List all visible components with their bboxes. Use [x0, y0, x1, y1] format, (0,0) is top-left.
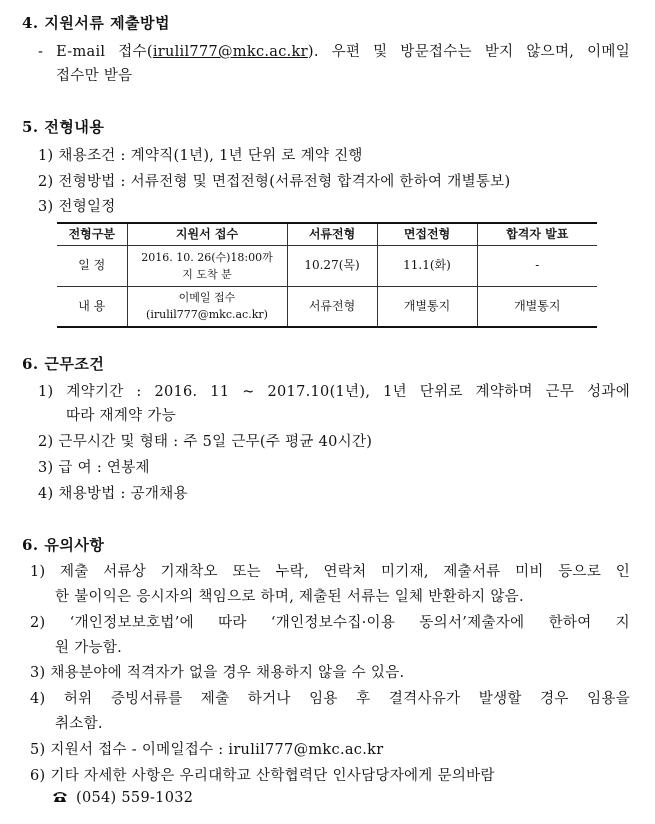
- section-6b-item-3: 3) 채용분야에 적격자가 없을 경우 채용하지 않을 수 있음.: [30, 665, 405, 681]
- section-6a-item-1-line-2: 따라 재계약 가능: [66, 408, 176, 424]
- receipt-line-2: (irulil777@mkc.ac.kr): [146, 308, 268, 322]
- header-cell: 지원서 접수: [127, 223, 287, 245]
- receipt-line-1: 2016. 10. 26(수)18:00까: [141, 250, 273, 264]
- section-6b-item-5: 5) 지원서 접수 - 이메일접수 : irulil777@mkc.ac.kr: [30, 742, 384, 758]
- section-6a-item-3: 3) 급 여 : 연봉제: [38, 460, 150, 476]
- interview-cell: 11.1(화): [377, 245, 477, 286]
- table-row: [57, 286, 597, 327]
- section-5-item-3: 3) 전형일정: [38, 199, 116, 215]
- section-6b-item-1-line-2: 한 불이익은 응시자의 책임으로 하며, 제출된 서류는 일체 반환하지 않음.: [55, 589, 524, 605]
- section-6b-item-1-line-1: 1) 제출 서류상 기재착오 또는 누락, 연락처 미기재, 제출서류 미비 등으로 인: [30, 564, 630, 580]
- header-cell: 서류전형: [287, 223, 377, 245]
- announcement-cell: 개별통지: [477, 286, 597, 327]
- section-5-heading: 5. 전형내용: [22, 118, 105, 136]
- email-link[interactable]: irulil777@mkc.ac.kr: [152, 44, 308, 60]
- section-6a-item-2: 2) 근무시간 및 형태 : 주 5일 근무(주 평균 40시간): [38, 434, 373, 450]
- header-cell: 전형구분: [68, 226, 115, 241]
- section-6b-item-2-line-1: 2) ‘개인정보보호법’에 따라 ‘개인정보수집·이용 동의서’제출자에 한하여 지: [30, 615, 630, 631]
- section-4-heading: 4. 지원서류 제출방법: [22, 14, 171, 32]
- receipt-line-2: 지 도착 분: [182, 267, 232, 281]
- phone-line: [52, 790, 193, 806]
- section-6b-item-6: 6) 기타 자세한 사항은 우리대학교 산학협력단 인사담당자에게 문의바람: [30, 768, 495, 784]
- section-5-item-2: 2) 전형방법 : 서류전형 및 면접전형(서류전형 합격자에 한하여 개별통보): [38, 174, 511, 190]
- section-6a-heading: 6. 근무조건: [22, 355, 105, 373]
- section-4-line-1: [38, 40, 630, 61]
- section-4-line-1-prefix: - E-mail 접수(: [38, 44, 153, 60]
- section-6a-item-1-line-1: 1) 계약기간 : 2016. 11 ~ 2017.10(1년), 1년 단위로 계약하며 근무 성과에: [38, 384, 630, 400]
- announcement-cell: -: [477, 245, 597, 286]
- receipt-line-1: 이메일 접수: [178, 291, 236, 305]
- section-4-line-1-suffix: ). 우편 및 방문접수는 받지 않으며, 이메일: [307, 44, 631, 60]
- schedule-table-header: [57, 223, 597, 245]
- section-6b-item-4-line-2: 취소함.: [55, 716, 103, 732]
- section-6b-heading: 6. 유의사항: [22, 536, 105, 554]
- header-cell: 면접전형: [377, 223, 477, 245]
- receipt-cell: [127, 286, 287, 327]
- interview-cell: 개별통지: [377, 286, 477, 327]
- section-4-line-2: 접수만 받음: [56, 68, 133, 84]
- section-5-item-1: 1) 채용조건 : 계약직(1년), 1년 단위 로 계약 진행: [38, 148, 363, 164]
- schedule-table: [57, 222, 597, 328]
- document-cell: 10.27(목): [287, 245, 377, 286]
- document-cell: 서류전형: [287, 286, 377, 327]
- telephone-icon: [52, 790, 68, 803]
- section-6a-item-4: 4) 채용방법 : 공개채용: [38, 486, 188, 502]
- receipt-cell: [127, 245, 287, 286]
- phone-number: (054) 559-1032: [76, 790, 194, 806]
- section-6b-item-4-line-1: 4) 허위 증빙서류를 제출 하거나 임용 후 결격사유가 발생할 경우 임용을: [30, 691, 630, 707]
- section-6b-item-2-line-2: 원 가능함.: [55, 640, 123, 656]
- header-cell: 합격자 발표: [477, 223, 597, 245]
- row-label: 내 용: [78, 298, 106, 313]
- table-row: [57, 245, 597, 286]
- row-label: 일 정: [78, 258, 106, 272]
